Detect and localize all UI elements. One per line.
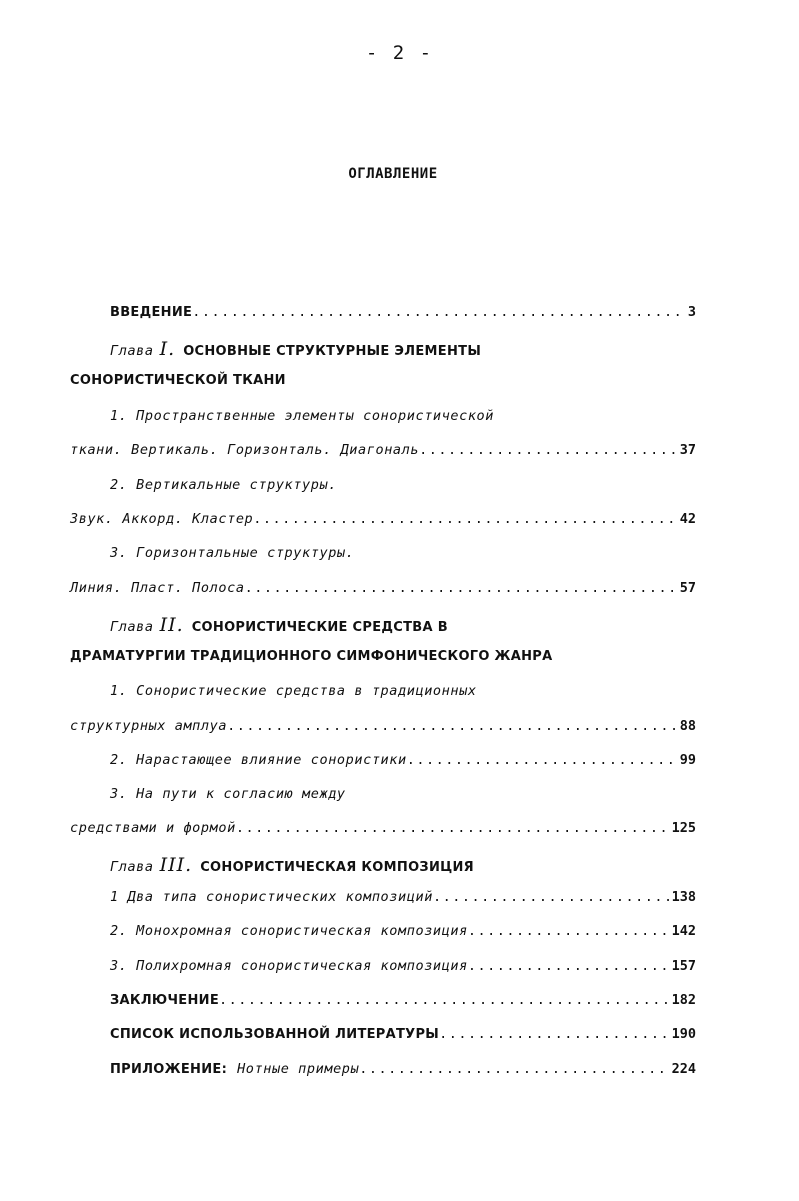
chapter-title-continuation: ДРАМАТУРГИИ ТРАДИЦИОННОГО СИМФОНИЧЕСКОГО ЖАНРА	[70, 649, 553, 664]
section-title: 3. Горизонтальные структуры.	[110, 545, 355, 561]
section-title: 2. Вертикальные структуры.	[110, 477, 337, 493]
page-number: - 2 -	[365, 42, 434, 64]
leader-dots	[468, 958, 670, 974]
section-title-continuation: структурных амплуа	[70, 718, 228, 734]
section-title-continuation: Звук. Аккорд. Кластер	[70, 511, 254, 527]
toc-page-number: 57	[679, 580, 696, 596]
toc-section-2-1-line1	[110, 683, 696, 703]
toc-section-2-2	[110, 752, 696, 772]
toc-entry-label: ПРИЛОЖЕНИЕ:	[110, 1062, 228, 1077]
section-title: 1. Сонористические средства в традиционных	[110, 683, 477, 699]
chapter-roman-numeral: I.	[159, 338, 176, 360]
section-title-continuation: средствами и формой	[70, 820, 236, 836]
toc-section-1-1-line2	[70, 442, 696, 462]
leader-dots	[359, 1061, 669, 1077]
section-title: 3. На пути к согласию между	[110, 786, 346, 802]
toc-entry-intro	[110, 304, 696, 324]
section-title: 1 Два типа сонористических композиций	[110, 889, 433, 905]
toc-entry-label: ВВЕДЕНИЕ	[110, 305, 193, 320]
toc-section-1-3-line1	[110, 545, 696, 565]
toc-section-2-3-line2	[70, 820, 696, 840]
toc-section-3-3	[110, 958, 696, 978]
chapter-roman-numeral: III.	[159, 854, 193, 876]
leader-dots	[468, 923, 670, 939]
leader-dots	[236, 820, 670, 836]
leader-dots	[219, 992, 670, 1008]
toc-entry-appendix	[110, 1061, 696, 1081]
chapter-prefix: Глава	[110, 619, 154, 635]
leader-dots	[439, 1026, 670, 1042]
chapter-title-continuation: СОНОРИСТИЧЕСКОЙ ТКАНИ	[70, 373, 286, 388]
toc-section-1-1-line1	[110, 408, 696, 428]
toc-chapter-1-title	[110, 338, 696, 358]
toc-page-number: 42	[679, 511, 696, 527]
toc-chapter-2-title-cont	[70, 649, 696, 669]
toc-page-number: 190	[671, 1026, 696, 1042]
chapter-prefix: Глава	[110, 859, 154, 875]
leader-dots	[419, 442, 678, 458]
toc-page-number: 37	[679, 442, 696, 458]
toc-section-2-1-line2	[70, 718, 696, 738]
toc-section-3-1	[110, 889, 696, 909]
toc-heading: ОГЛАВЛЕНИЕ	[348, 166, 438, 182]
section-title-continuation: ткани. Вертикаль. Горизонталь. Диагональ	[70, 442, 420, 458]
toc-entry-conclusion	[110, 992, 696, 1012]
section-title-continuation: Линия. Пласт. Полоса	[70, 580, 245, 596]
toc-chapter-3-title	[110, 854, 696, 874]
toc-page-number: 157	[671, 958, 696, 974]
chapter-title: ОСНОВНЫЕ СТРУКТУРНЫЕ ЭЛЕМЕНТЫ	[183, 344, 482, 359]
toc-section-1-2-line2	[70, 511, 696, 531]
toc-entry-sublabel: Нотные примеры	[237, 1061, 360, 1077]
section-title: 3. Полихромная сонористическая композиция	[110, 958, 468, 974]
leader-dots	[407, 752, 678, 768]
chapter-prefix: Глава	[110, 343, 154, 359]
leader-dots	[433, 889, 670, 905]
toc-entry-label: СПИСОК ИСПОЛЬЗОВАННОЙ ЛИТЕРАТУРЫ	[110, 1027, 440, 1042]
toc-page-number: 142	[671, 923, 696, 939]
toc-page-number: 125	[671, 820, 696, 836]
leader-dots	[227, 718, 678, 734]
chapter-title: СОНОРИСТИЧЕСКАЯ КОМПОЗИЦИЯ	[200, 860, 474, 875]
toc-page-number: 99	[679, 752, 696, 768]
section-title: 2. Монохромная сонористическая композиция	[110, 923, 468, 939]
section-title: 1. Пространственные элементы сонористической	[110, 408, 495, 424]
toc-section-2-3-line1	[110, 786, 696, 806]
toc-page-number: 3	[687, 304, 696, 320]
toc-chapter-1-title-cont	[70, 373, 696, 393]
toc-section-3-2	[110, 923, 696, 943]
leader-dots	[245, 580, 678, 596]
toc-entry-bibliography	[110, 1026, 696, 1046]
leader-dots	[253, 511, 677, 527]
toc-page-number: 88	[679, 718, 696, 734]
toc-entry-label: ЗАКЛЮЧЕНИЕ	[110, 993, 220, 1008]
chapter-roman-numeral: II.	[159, 614, 184, 636]
toc-page-number: 138	[671, 889, 696, 905]
toc-page-number: 224	[671, 1061, 696, 1077]
toc-section-1-3-line2	[70, 580, 696, 600]
chapter-title: СОНОРИСТИЧЕСКИЕ СРЕДСТВА В	[191, 620, 448, 635]
leader-dots	[192, 304, 686, 320]
toc-section-1-2-line1	[110, 477, 696, 497]
toc-page-number: 182	[671, 992, 696, 1008]
section-title: 2. Нарастающее влияние сонористики	[110, 752, 407, 768]
toc-chapter-2-title	[110, 614, 696, 634]
